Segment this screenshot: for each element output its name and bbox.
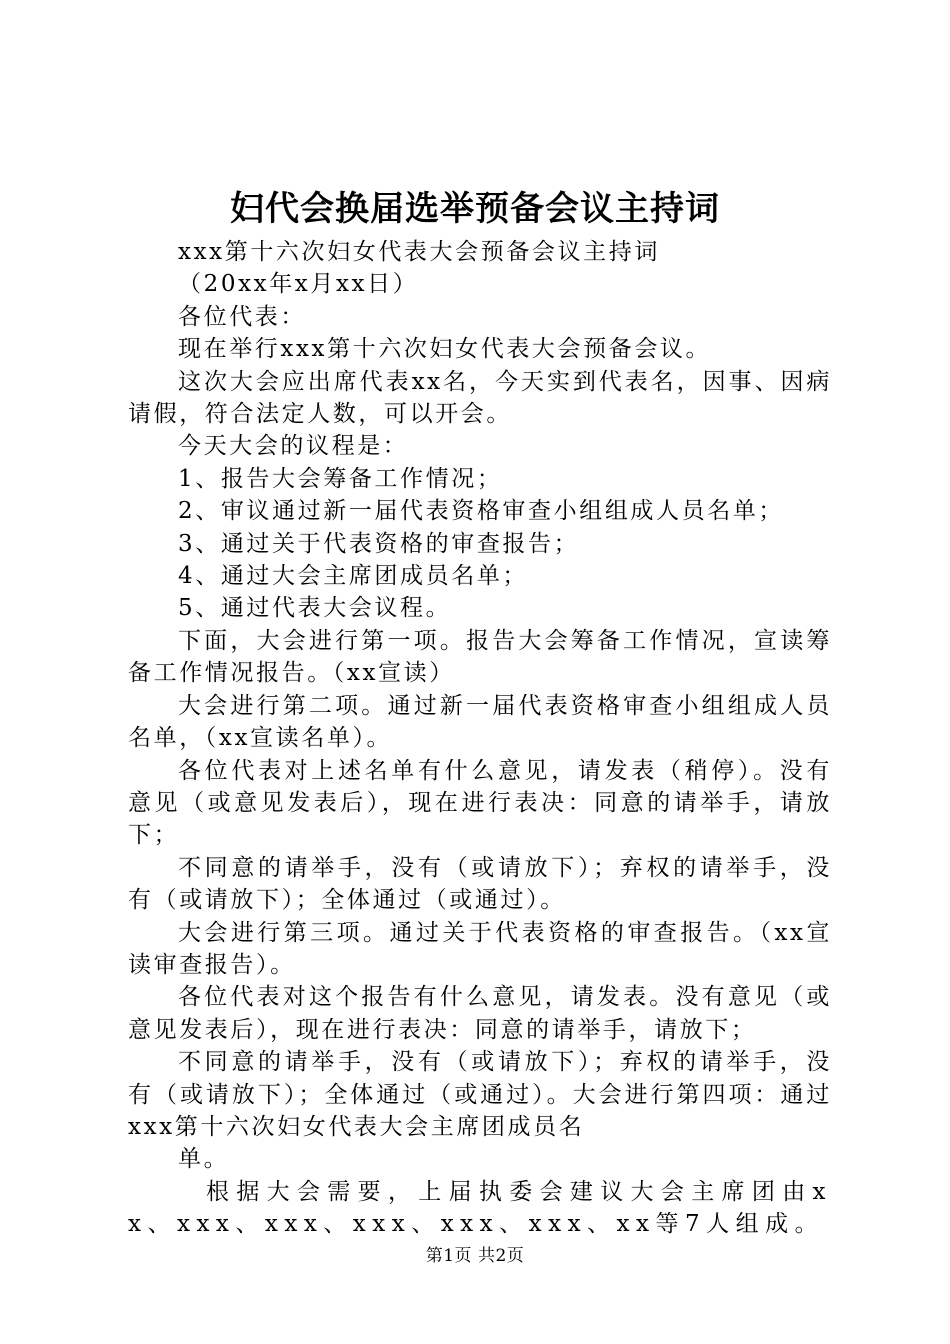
paragraph: 今天大会的议程是：: [178, 433, 409, 460]
paragraph: 不同意的请举手，没有（或请放下）；弃权的请举手，没有（或请放下）；全体通过（或通过）。大会进行第四项：通过xxx第十六次妇女代表大会主席团成员名: [128, 1049, 832, 1140]
paragraph: 各位代表对上述名单有什么意见，请发表（稍停）。没有意见（或意见发表后），现在进行表决：同意的请举手，请放下；: [128, 757, 832, 849]
agenda-item: 4、通过大会主席团成员名单；: [178, 563, 529, 590]
agenda-item: 3、通过关于代表资格的审查报告；: [178, 530, 580, 557]
paragraph: 现在举行xxx第十六次妇女代表大会预备会议。: [178, 336, 712, 363]
paragraph: 不同意的请举手，没有（或请放下）；弃权的请举手，没有（或请放下）；全体通过（或通过）。: [128, 854, 832, 914]
paragraph-salutation: 各位代表：: [178, 303, 306, 330]
document-body: [128, 236, 832, 1241]
paragraph: 大会进行第二项。通过新一届代表资格审查小组组成人员名单，（xx宣读名单）。: [128, 692, 832, 752]
agenda-item: 2、审议通过新一届代表资格审查小组组成人员名单；: [178, 498, 785, 525]
paragraph: 单。: [178, 1146, 230, 1173]
agenda-item: 1、报告大会筹备工作情况；: [178, 465, 503, 492]
page-footer: 第1页 共2页: [425, 1246, 525, 1266]
document-title: 妇代会换届选举预备会议主持词: [230, 189, 720, 229]
paragraph: 各位代表对这个报告有什么意见，请发表。没有意见（或意见发表后），现在进行表决：同意的请举手，请放下；: [128, 984, 832, 1043]
paragraph-heading: xxx第十六次妇女代表大会预备会议主持词: [178, 239, 660, 265]
paragraph: 根据大会需要，上届执委会建议大会主席团由xx、xxx、xxx、xxx、xxx、xxx、xx等7人组成。: [128, 1178, 832, 1238]
paragraph-date: （20xx年x月xx日）: [178, 271, 419, 298]
agenda-item: 5、通过代表大会议程。: [178, 595, 452, 622]
paragraph: 大会进行第三项。通过关于代表资格的审查报告。（xx宣读审查报告）。: [128, 919, 832, 978]
paragraph: 这次大会应出席代表xx名，今天实到代表名，因事、因病请假，符合法定人数，可以开会。: [128, 368, 832, 428]
paragraph: 下面，大会进行第一项。报告大会筹备工作情况，宣读筹备工作情况报告。（xx宣读）: [128, 627, 832, 687]
